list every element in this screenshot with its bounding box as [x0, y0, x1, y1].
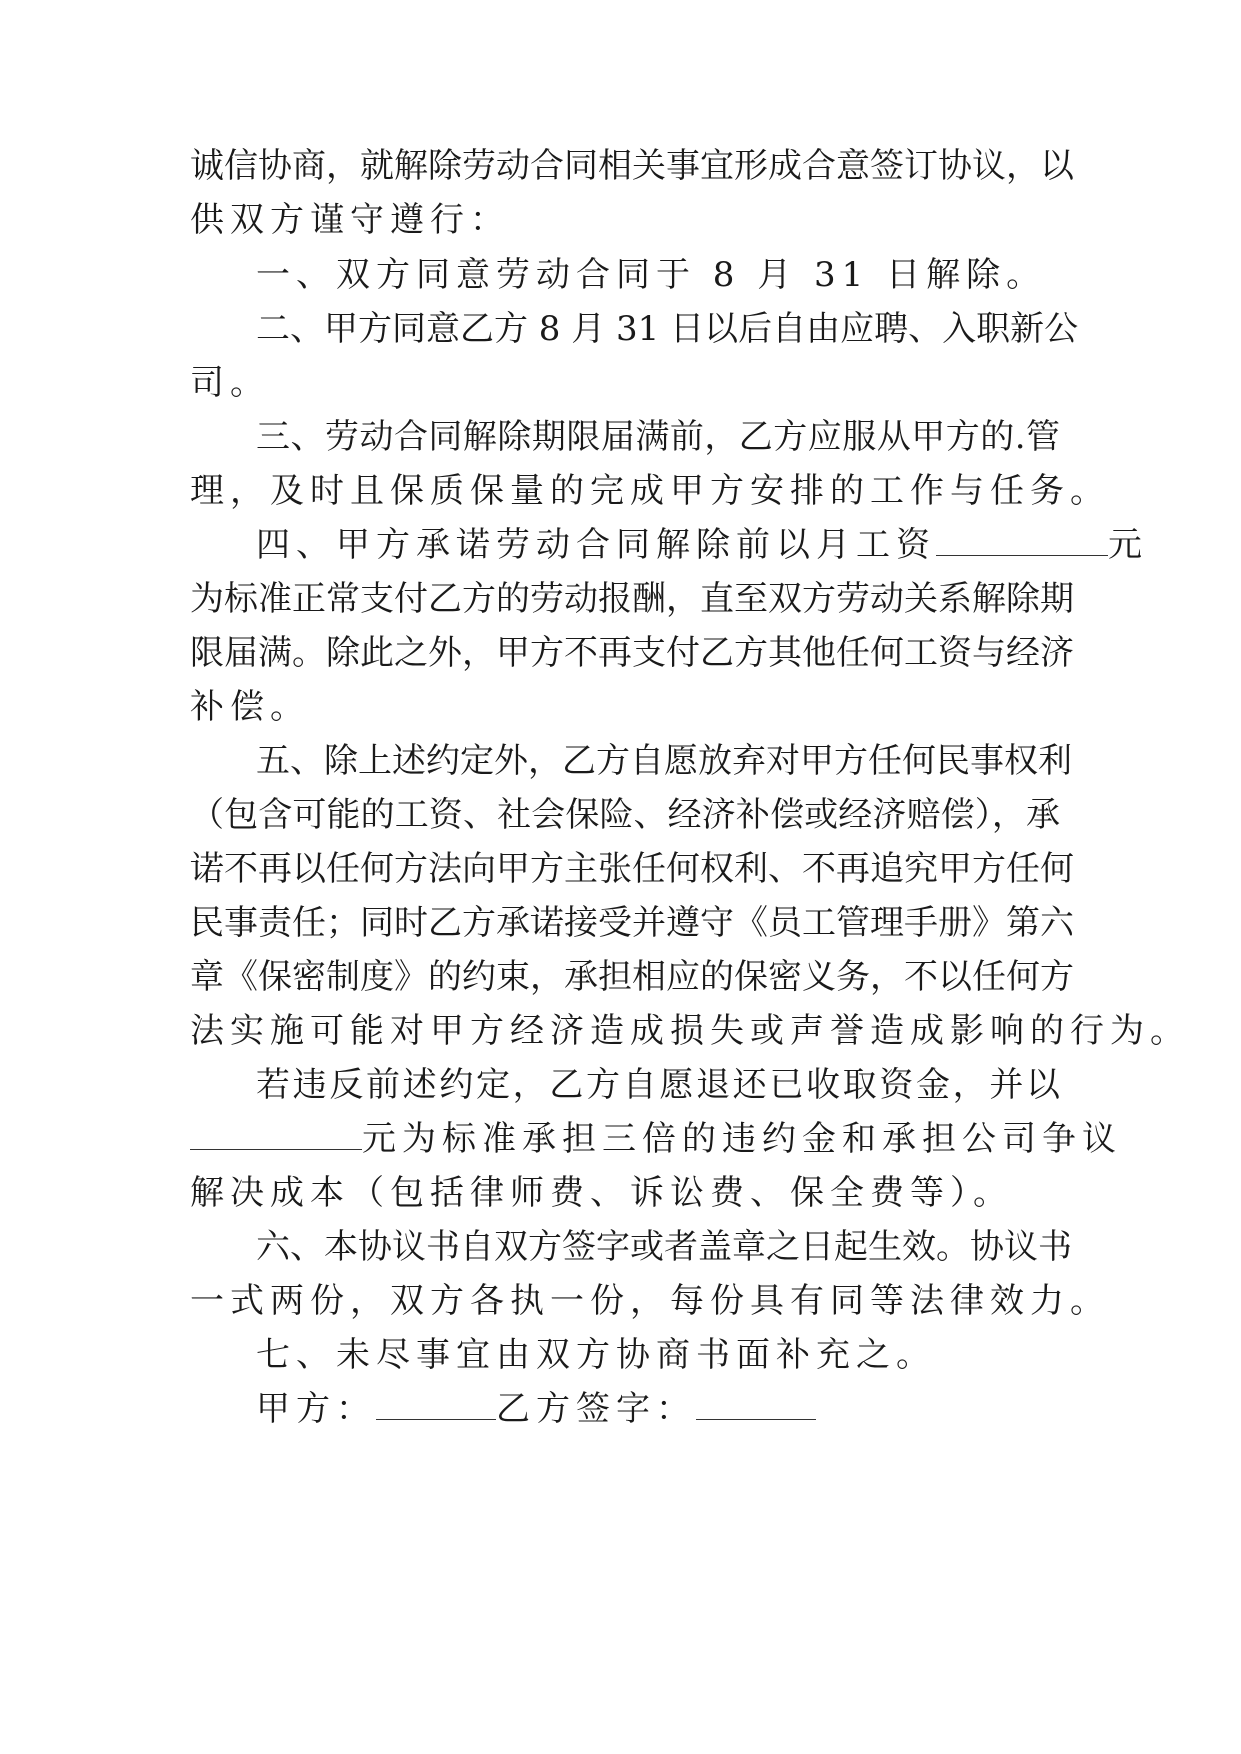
paragraph-line	[190, 1119, 1122, 1159]
paragraph-line: 为标准正常支付乙方的劳动报酬，直至双方劳动关系解除期	[190, 579, 1074, 619]
clause-4-text: 四、甲方承诺劳动合同解除前以月工资	[256, 525, 936, 565]
paragraph-line: 法实施可能对甲方经济造成损失或声誉造成影响的行为。	[190, 1011, 1190, 1051]
party-b-signature-field[interactable]	[696, 1389, 816, 1420]
party-a-signature-field[interactable]	[376, 1389, 496, 1420]
paragraph-line: 补偿。	[190, 687, 310, 727]
paragraph-line: 诚信协商，就解除劳动合同相关事宜形成合意签订协议，以	[190, 146, 1074, 186]
paragraph-line: 理，及时且保质保量的完成甲方安排的工作与任务。	[190, 471, 1110, 511]
paragraph-line: 司。	[190, 363, 270, 403]
clause-5: 五、除上述约定外，乙方自愿放弃对甲方任何民事权利	[256, 741, 1072, 781]
paragraph-line: 限届满。除此之外，甲方不再支付乙方其他任何工资与经济	[190, 633, 1074, 673]
paragraph-line: （包含可能的工资、社会保险、经济补偿或经济赔偿），承	[190, 795, 1060, 835]
paragraph-line: 一式两份，双方各执一份，每份具有同等法律效力。	[190, 1281, 1110, 1321]
clause-4	[256, 525, 1148, 565]
penalty-text: 元为标准承担三倍的违约金和承担公司争议	[362, 1119, 1122, 1159]
paragraph-line: 章《保密制度》的约束，承担相应的保密义务，不以任何方	[190, 957, 1074, 997]
penalty-blank	[190, 1119, 362, 1150]
party-a-label: 甲方：	[256, 1389, 376, 1429]
party-b-label: 乙方签字：	[496, 1389, 696, 1429]
clause-4-unit: 元	[1108, 525, 1148, 565]
signature-line	[256, 1389, 1060, 1429]
paragraph-line: 解决成本（包括律师费、诉讼费、保全费等）。	[190, 1173, 1013, 1213]
clause-7: 七、未尽事宜由双方协商书面补充之。	[256, 1335, 936, 1375]
penalty-clause: 若违反前述约定，乙方自愿退还已收取资金，并以	[256, 1065, 1060, 1105]
salary-blank	[936, 525, 1108, 556]
clause-1: 一、双方同意劳动合同于 8 月 31 日解除。	[256, 255, 1047, 295]
paragraph-line: 民事责任；同时乙方承诺接受并遵守《员工管理手册》第六	[190, 903, 1074, 943]
clause-3: 三、劳动合同解除期限届满前，乙方应服从甲方的.管	[256, 417, 1060, 457]
clause-2: 二、甲方同意乙方 8 月 31 日以后自由应聘、入职新公	[256, 309, 1079, 349]
paragraph-line: 供双方谨守遵行：	[190, 200, 510, 240]
clause-6: 六、本协议书自双方签字或者盖章之日起生效。协议书	[256, 1227, 1072, 1267]
paragraph-line: 诺不再以任何方法向甲方主张任何权利、不再追究甲方任何	[190, 849, 1074, 889]
